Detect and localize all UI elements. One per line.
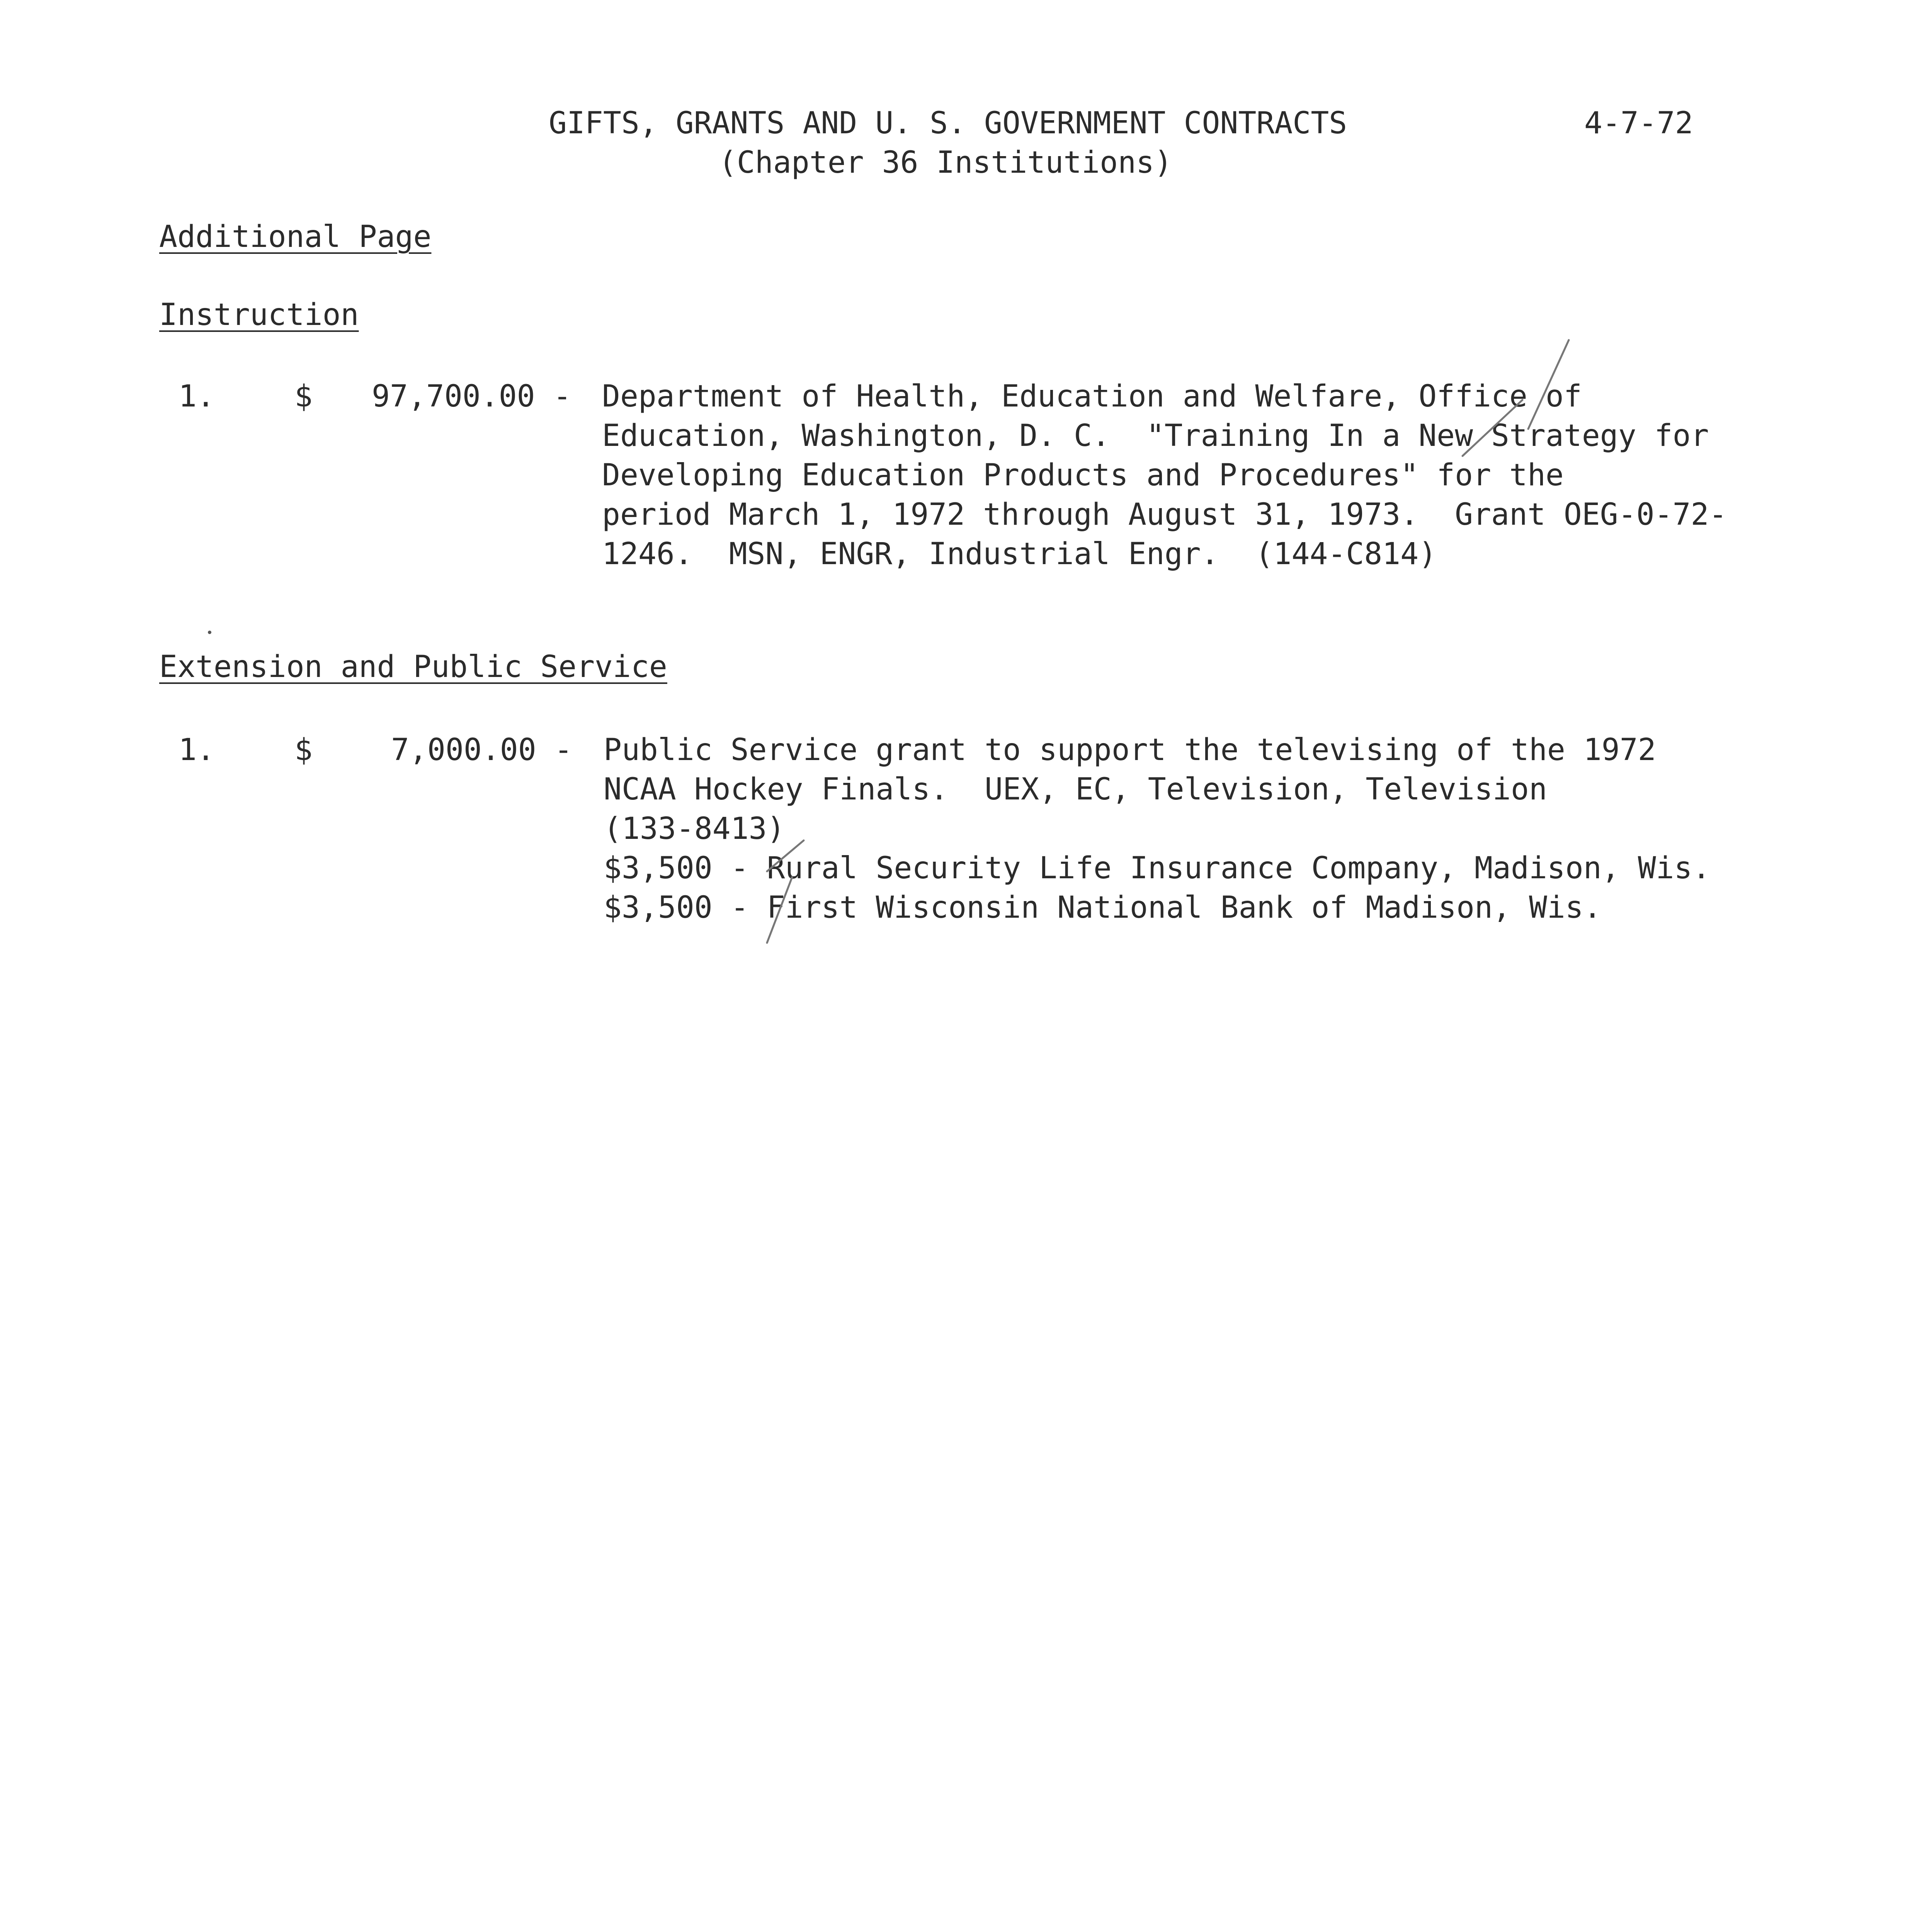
additional-page-label: Additional Page (159, 219, 432, 254)
item-description-line: Education, Washington, D. C. "Training In a New Strategy for (602, 418, 1709, 453)
item-description-line: period March 1, 1972 through August 31, 1973. Grant OEG-0-72- (602, 497, 1727, 532)
document-title: GIFTS, GRANTS AND U. S. GOVERNMENT CONTRACTS (549, 106, 1347, 141)
item-description-line: Department of Health, Education and Welfare, Office of (602, 379, 1582, 414)
section-heading-extension-public-service: Extension and Public Service (159, 650, 667, 684)
document-date: 4-7-72 (1584, 106, 1693, 141)
check-mark (1463, 400, 1522, 456)
item-amount: 97,700.00 - (372, 379, 571, 414)
item-amount: 7,000.00 - (391, 733, 573, 767)
item-description-line: (133-8413) (604, 811, 785, 846)
item-number: 1. (179, 733, 215, 767)
check-mark (767, 840, 804, 871)
item-description-line: Developing Education Products and Procedures" for the (602, 458, 1564, 493)
item-description-line: Public Service grant to support the televising of the 1972 (604, 733, 1656, 767)
item-description-line: $3,500 - First Wisconsin National Bank of Madison, Wis. (604, 890, 1602, 925)
check-mark (767, 877, 792, 943)
item-description-line: 1246. MSN, ENGR, Industrial Engr. (144-C814) (602, 537, 1437, 571)
item-description-line: NCAA Hockey Finals. UEX, EC, Television, Television (604, 772, 1547, 807)
item-description-line: $3,500 - Rural Security Life Insurance Company, Madison, Wis. (604, 851, 1711, 886)
item-number: 1. (179, 379, 215, 414)
document-subtitle: (Chapter 36 Institutions) (719, 145, 1172, 180)
check-mark (1528, 340, 1569, 429)
section-heading-instruction: Instruction (159, 298, 359, 332)
currency-symbol: $ (294, 733, 313, 767)
currency-symbol: $ (294, 379, 313, 414)
